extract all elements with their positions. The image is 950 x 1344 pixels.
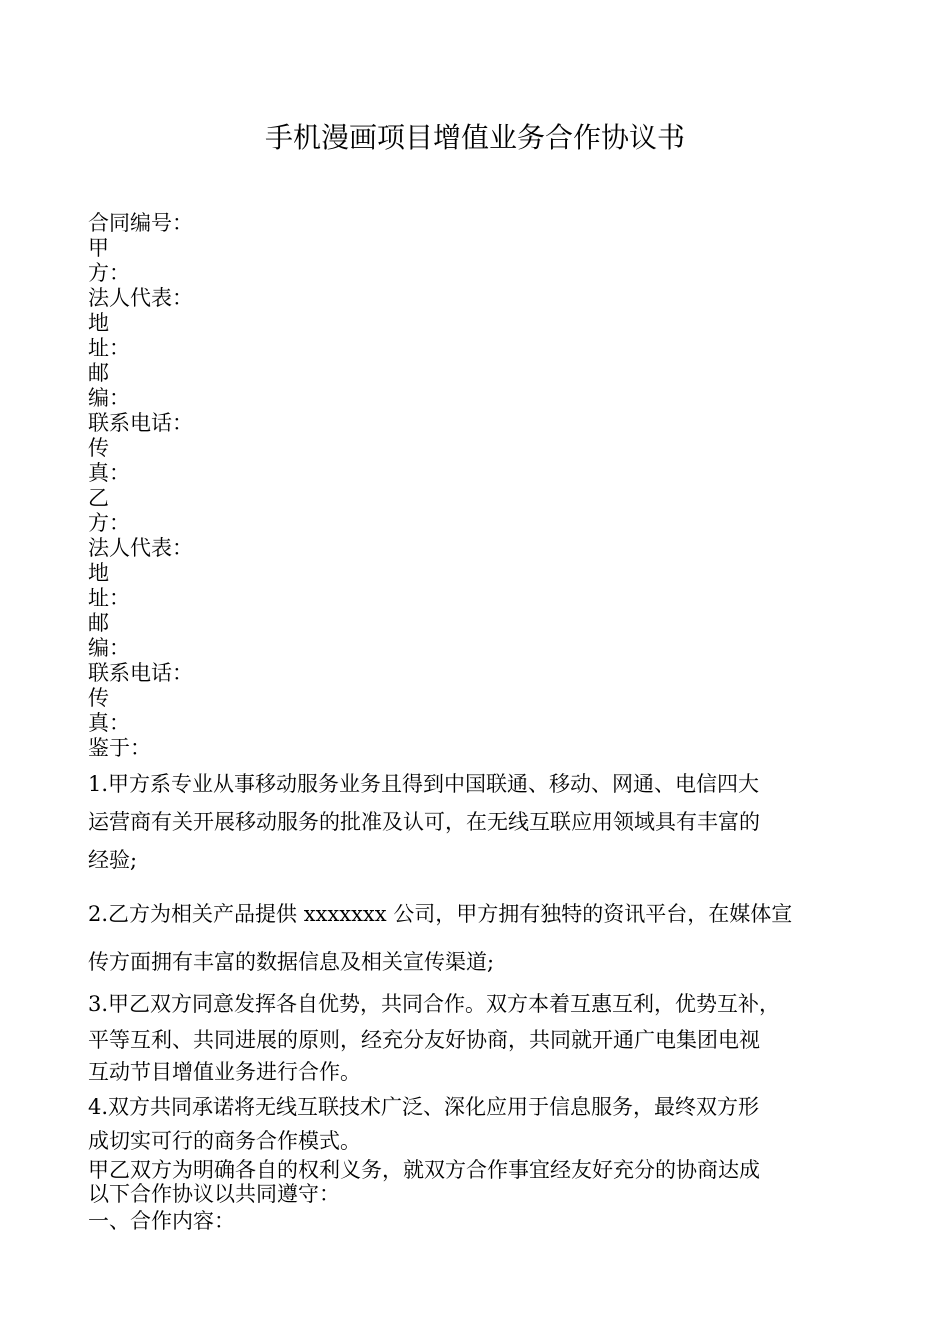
clause-2-line: 2.乙方为相关产品提供 xxxxxxx 公司，甲方拥有独特的资讯平台，在媒体宣 <box>88 902 793 926</box>
clause-3-line: 3.甲乙双方同意发挥各自优势，共同合作。双方本着互惠互利，优势互补， <box>88 992 781 1016</box>
clause-3 <box>88 988 878 1084</box>
field-party-a-postcode-2: 编： <box>88 386 130 410</box>
field-party-b-label-2: 方： <box>88 511 130 535</box>
field-party-a-address-1: 地 <box>88 311 109 335</box>
field-party-b-address-2: 址： <box>88 586 130 610</box>
field-party-b-label-1: 乙 <box>88 486 109 510</box>
closing-line: 甲乙双方为明确各自的权利义务，就双方合作事宜经友好充分的协商达成 <box>88 1158 760 1182</box>
clause-4-line: 成切实可行的商务合作模式。 <box>88 1129 361 1153</box>
field-party-b-phone: 联系电话： <box>88 661 193 685</box>
clause-1-line: 运营商有关开展移动服务的批准及认可，在无线互联应用领域具有丰富的 <box>88 810 760 834</box>
clause-1 <box>88 765 878 879</box>
party-info-fields <box>88 211 288 761</box>
field-party-b-fax-2: 真： <box>88 711 130 735</box>
field-party-b-postcode-1: 邮 <box>88 611 109 635</box>
clause-1-line: 经验; <box>88 848 138 872</box>
field-contract-number: 合同编号： <box>88 211 193 235</box>
field-party-b-address-1: 地 <box>88 561 109 585</box>
field-party-a-fax-1: 传 <box>88 436 109 460</box>
clause-2-line: 传方面拥有丰富的数据信息及相关宣传渠道; <box>88 950 495 974</box>
field-party-b-legal-rep: 法人代表： <box>88 536 193 560</box>
section-heading-cooperation-content: 一、合作内容： <box>88 1209 235 1233</box>
clause-4-line: 4.双方共同承诺将无线互联技术广泛、深化应用于信息服务，最终双方形 <box>88 1095 760 1119</box>
clause-3-line: 平等互利、共同进展的原则，经充分友好协商，共同就开通广电集团电视 <box>88 1028 760 1052</box>
clause-2 <box>88 890 878 986</box>
clause-3-line: 互动节目增值业务进行合作。 <box>88 1060 361 1084</box>
closing-statement <box>88 1158 878 1206</box>
clause-1-line: 1.甲方系专业从事移动服务业务且得到中国联通、移动、网通、电信四大 <box>88 772 760 796</box>
closing-line: 以下合作协议以共同遵守： <box>88 1182 340 1206</box>
field-party-a-label-1: 甲 <box>88 236 109 260</box>
field-party-a-address-2: 址： <box>88 336 130 360</box>
field-whereas: 鉴于： <box>88 736 151 760</box>
field-party-a-legal-rep: 法人代表： <box>88 286 193 310</box>
field-party-b-fax-1: 传 <box>88 686 109 710</box>
clause-4 <box>88 1090 878 1158</box>
field-party-b-postcode-2: 编： <box>88 636 130 660</box>
field-party-a-phone: 联系电话： <box>88 411 193 435</box>
field-party-a-fax-2: 真： <box>88 461 130 485</box>
document-title: 手机漫画项目增值业务合作协议书 <box>264 121 685 154</box>
field-party-a-postcode-1: 邮 <box>88 361 109 385</box>
field-party-a-label-2: 方： <box>88 261 130 285</box>
